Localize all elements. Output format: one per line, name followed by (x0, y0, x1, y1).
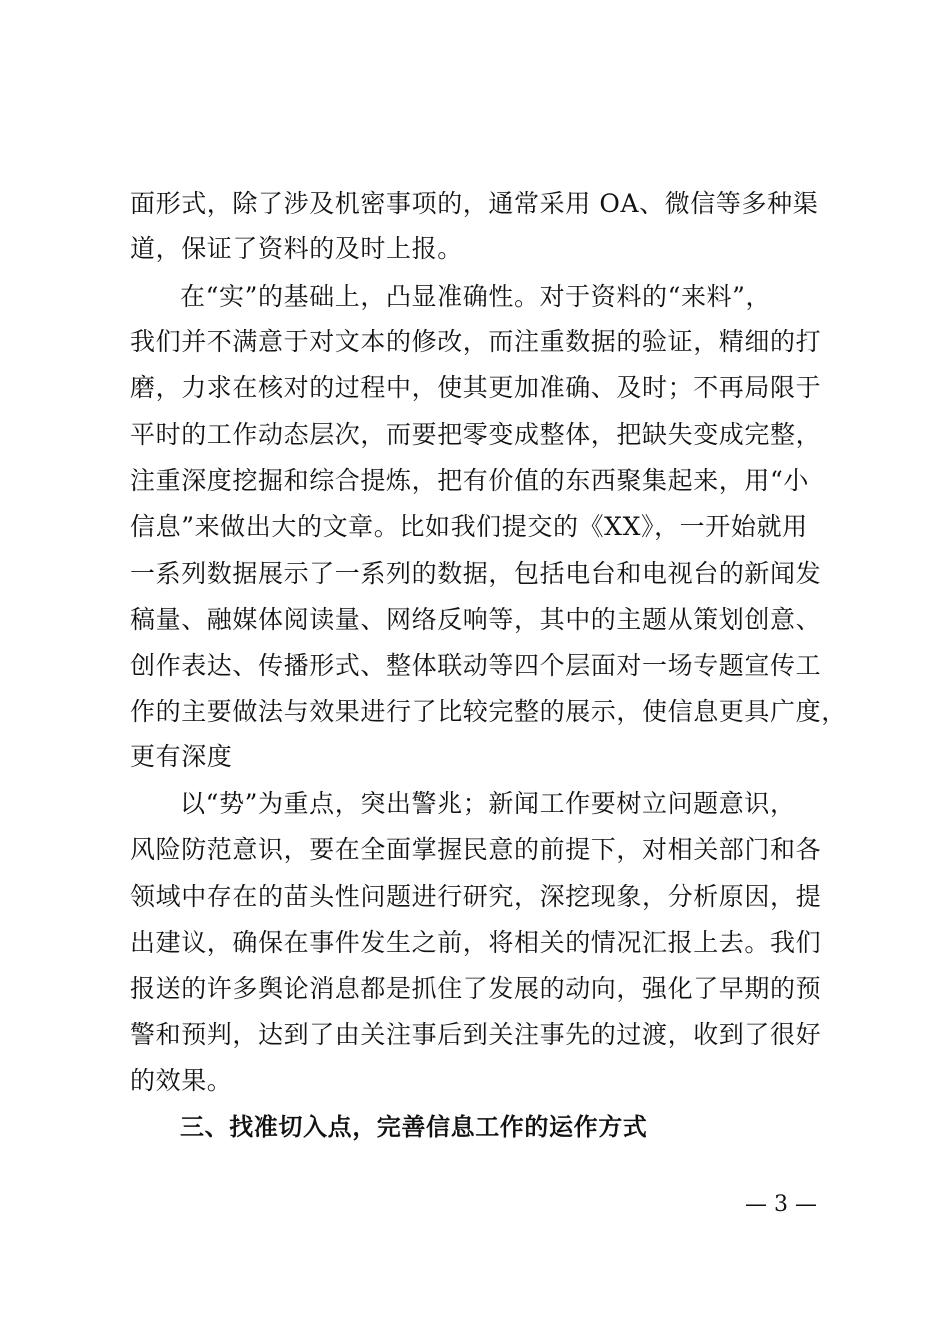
text-line: 我们并不满意于对文本的修改，而注重数据的验证，精细的打 (130, 327, 822, 356)
text-line: 面形式，除了涉及机密事项的，通常采用 OA、微信等多种渠 (130, 189, 819, 218)
text-line: 道，保证了资料的及时上报。 (130, 234, 463, 263)
page-number: — 3 — (745, 1192, 817, 1217)
text-line: 更有深度 (130, 742, 233, 771)
text-line: 平时的工作动态层次，而要把零变成整体，把缺失变成完整， (130, 420, 822, 449)
text-line: 警和预判，达到了由关注事后到关注事先的过渡，收到了很好 (130, 1020, 822, 1049)
text-line: 注重深度挖掘和综合提炼，把有价值的东西聚集起来，用“小 (130, 466, 809, 495)
text-line: 出建议，确保在事件发生之前，将相关的情况汇报上去。我们 (130, 928, 822, 957)
text-line: 稿量、融媒体阅读量、网络反响等，其中的主题从策划创意、 (130, 605, 822, 634)
text-line: 信息”来做出大的文章。比如我们提交的《XX》，一开始就用 (130, 512, 808, 541)
text-line: 领域中存在的苗头性问题进行研究，深挖现象，分析原因，提 (130, 882, 822, 911)
text-line: 风险防范意识，要在全面掌握民意的前提下，对相关部门和各 (130, 835, 822, 864)
paragraph-start: 在“实”的基础上，凸显准确性。对于资料的“来料”， (180, 282, 772, 311)
text-line: 创作表达、传播形式、整体联动等四个层面对一场专题宣传工 (130, 651, 822, 680)
text-line: 作的主要做法与效果进行了比较完整的展示，使信息更具广度， (130, 697, 847, 726)
text-line: 报送的许多舆论消息都是抓住了发展的动向，强化了早期的预 (130, 974, 822, 1003)
text-line: 一系列数据展示了一系列的数据，包括电台和电视台的新闻发 (130, 559, 822, 588)
section-heading: 三、找准切入点，完善信息工作的运作方式 (180, 1113, 648, 1141)
text-line: 的效果。 (130, 1066, 233, 1095)
text-line: 磨，力求在核对的过程中，使其更加准确、及时；不再局限于 (130, 373, 822, 402)
paragraph-start: 以“势”为重点，突出警兆；新闻工作要树立问题意识， (180, 789, 796, 818)
